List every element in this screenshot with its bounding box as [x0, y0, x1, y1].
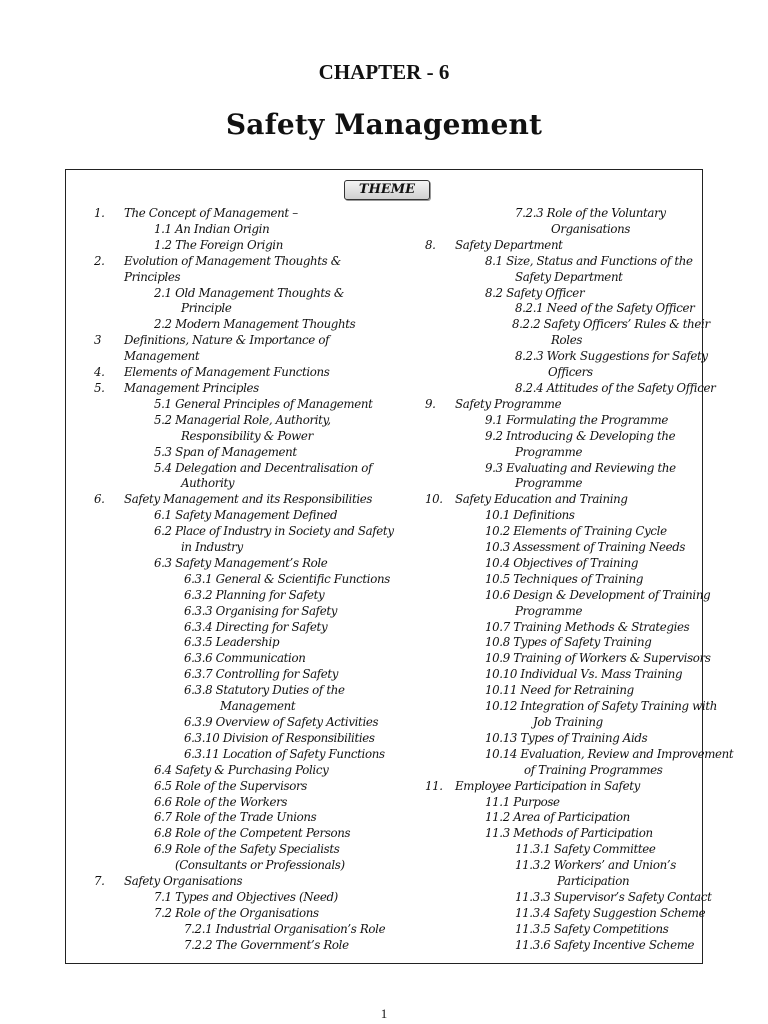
toc-entry — [94, 938, 384, 954]
toc-entry — [425, 810, 707, 826]
toc-entry — [425, 349, 707, 365]
toc-entry — [425, 635, 707, 651]
toc-entry — [425, 858, 707, 874]
toc-entry-text: Safety Programme — [455, 396, 562, 411]
toc-entry-text: Safety Management and its Responsibilities — [124, 492, 373, 507]
toc-entry — [425, 779, 707, 795]
toc-entry-text: Employee Participation in Safety — [455, 778, 640, 793]
toc-entry-text: Management — [124, 349, 200, 364]
toc-entry-text: 6.3.5 Leadership — [184, 635, 280, 650]
toc-entry — [425, 286, 707, 302]
toc-entry-text: 5.1 General Principles of Management — [154, 396, 373, 411]
toc-entry — [425, 938, 707, 954]
toc-entry-text: 7.1 Types and Objectives (Need) — [154, 889, 338, 904]
toc-entry-number: 1. — [94, 206, 105, 220]
toc-entry — [94, 270, 384, 286]
toc-entry — [94, 858, 384, 874]
toc-entry-text: 9.1 Formulating the Programme — [485, 412, 668, 427]
toc-entry — [94, 461, 384, 477]
toc-entry-text: 6.9 Role of the Safety Specialists — [154, 842, 340, 857]
toc-entry-text: Authority — [181, 476, 235, 491]
toc-entry-text: 10.13 Types of Training Aids — [485, 730, 648, 745]
toc-entry-text: 5.3 Span of Management — [154, 444, 297, 459]
toc-entry — [94, 635, 384, 651]
toc-entry-number: 8. — [425, 237, 436, 252]
toc-entry — [425, 333, 707, 349]
toc-entry — [425, 587, 711, 604]
toc-entry-text: 10.2 Elements of Training Cycle — [485, 524, 667, 539]
toc-entry-text: The Concept of Management – — [124, 206, 298, 220]
toc-entry-text: 11.3.4 Safety Suggestion Scheme — [515, 905, 706, 920]
toc-entry — [94, 349, 384, 365]
toc-entry-text: Officers — [548, 365, 593, 380]
toc-entry-text: 6.3.10 Division of Responsibilities — [184, 730, 375, 745]
toc-entry — [94, 683, 384, 699]
toc-entry — [425, 301, 707, 317]
toc-entry — [94, 492, 384, 508]
toc-right-column — [425, 206, 734, 954]
toc-entry — [94, 922, 384, 938]
toc-entry-text: 11.3.2 Workers’ and Union’s — [515, 858, 676, 873]
toc-entry — [94, 763, 384, 779]
toc-entry — [94, 476, 384, 492]
toc-entry-text: Programme — [515, 444, 583, 459]
toc-entry-text: 10.10 Individual Vs. Mass Training — [485, 667, 683, 682]
toc-entry — [425, 540, 707, 556]
toc-entry — [94, 429, 384, 445]
toc-entry-text: Participation — [557, 874, 630, 889]
toc-entry-text: 6.3.8 Statutory Duties of the — [184, 683, 345, 698]
toc-entry-number: 6. — [94, 492, 105, 507]
toc-entry-text: 6.6 Role of the Workers — [154, 794, 288, 809]
toc-entry-text: 6.3.6 Communication — [184, 651, 306, 666]
toc-entry-text: 11.1 Purpose — [485, 794, 560, 809]
toc-entry-text: 11.3.1 Safety Committee — [515, 842, 656, 857]
toc-entry — [425, 397, 707, 413]
toc-entry — [94, 413, 384, 429]
toc-entry — [94, 874, 384, 890]
toc-entry — [425, 445, 707, 461]
toc-entry-text: 6.3.2 Planning for Safety — [184, 587, 325, 602]
toc-entry — [94, 651, 384, 667]
toc-entry-text: 6.7 Role of the Trade Unions — [154, 810, 317, 825]
toc-entry — [94, 842, 384, 858]
toc-entry — [425, 699, 717, 715]
toc-entry — [94, 747, 384, 763]
toc-entry — [425, 922, 707, 938]
toc-entry — [425, 413, 707, 429]
toc-entry — [425, 889, 712, 906]
toc-entry-number: 3 — [94, 333, 102, 348]
toc-entry-text: Responsibility & Power — [181, 428, 313, 443]
toc-entry — [94, 699, 384, 715]
toc-entry — [425, 842, 707, 858]
toc-entry-text: 10.6 Design & Development of Training — [485, 587, 711, 602]
toc-entry — [425, 524, 707, 540]
toc-entry-text: 11.3.5 Safety Competitions — [515, 921, 669, 936]
toc-entry-text: Management Principles — [124, 380, 259, 395]
toc-entry — [425, 365, 707, 381]
toc-entry — [94, 540, 384, 556]
toc-entry-text: 1.2 The Foreign Origin — [154, 237, 283, 252]
toc-entry-text: 9.2 Introducing & Developing the — [485, 428, 676, 443]
toc-entry — [425, 874, 707, 890]
toc-entry — [425, 238, 707, 254]
toc-entry-text: 5.4 Delegation and Decentralisation of — [154, 460, 372, 475]
toc-entry-text: 5.2 Managerial Role, Authority, — [154, 412, 331, 427]
toc-entry-text: Definitions, Nature & Importance of — [124, 333, 330, 348]
toc-entry — [425, 429, 707, 445]
toc-entry — [94, 286, 384, 302]
toc-entry-text: 8.2.1 Need of the Safety Officer — [515, 301, 695, 316]
toc-entry — [94, 206, 384, 222]
toc-entry — [94, 571, 390, 588]
toc-entry — [425, 556, 707, 572]
toc-entry-text: 9.3 Evaluating and Reviewing the — [485, 460, 676, 475]
toc-entry — [425, 604, 707, 620]
toc-entry — [94, 667, 384, 683]
toc-entry-text: 6.4 Safety & Purchasing Policy — [154, 762, 329, 777]
toc-entry-text: Safety Department — [455, 237, 563, 252]
toc-entry-text: 6.3.11 Location of Safety Functions — [184, 746, 385, 761]
toc-entry — [94, 524, 394, 540]
toc-entry — [425, 620, 707, 636]
toc-entry-text: 8.2.2 Safety Officers’ Rules & their — [512, 317, 710, 332]
toc-entry — [94, 588, 384, 604]
toc-entry — [94, 317, 384, 333]
toc-entry — [425, 461, 707, 477]
toc-entry — [425, 508, 707, 524]
toc-entry-text: Principle — [181, 301, 232, 316]
toc-entry — [425, 746, 734, 763]
toc-entry — [94, 333, 384, 349]
page-title: Safety Management — [225, 108, 543, 141]
toc-entry-text: Programme — [515, 476, 583, 491]
theme-label: THEME — [344, 180, 430, 200]
toc-entry — [94, 381, 384, 397]
toc-entry-text: Management — [220, 699, 296, 714]
toc-entry — [425, 572, 707, 588]
toc-entry-text: Evolution of Management Thoughts & — [124, 253, 341, 268]
toc-entry-text: 11.3.6 Safety Incentive Scheme — [515, 937, 695, 952]
toc-entry-text: 10.7 Training Methods & Strategies — [485, 619, 690, 634]
toc-entry — [425, 651, 711, 667]
toc-entry-text: 6.5 Role of the Supervisors — [154, 778, 307, 793]
toc-entry-text: Job Training — [533, 715, 603, 729]
toc-entry — [94, 731, 384, 747]
toc-entry-text: (Consultants or Professionals) — [175, 858, 345, 873]
toc-entry — [425, 763, 707, 779]
toc-entry-text: 10.4 Objectives of Training — [485, 555, 639, 570]
toc-entry-text: 10.9 Training of Workers & Supervisors — [485, 651, 711, 666]
toc-left-column — [94, 206, 394, 954]
toc-entry — [425, 715, 707, 731]
toc-entry-number: 2. — [94, 253, 105, 268]
toc-entry-text: 6.3 Safety Management’s Role — [154, 555, 328, 570]
toc-entry — [94, 222, 384, 238]
toc-entry-text: 6.1 Safety Management Defined — [154, 508, 338, 523]
toc-entry-number: 4. — [94, 365, 105, 380]
toc-entry-text: 6.3.1 General & Scientific Functions — [184, 571, 390, 586]
toc-entry-text: 8.2.3 Work Suggestions for Safety — [515, 349, 708, 364]
toc-entry — [425, 492, 707, 508]
toc-entry-text: Programme — [515, 603, 583, 618]
toc-entry — [94, 238, 384, 254]
toc-entry-text: 10.14 Evaluation, Review and Improvement — [485, 746, 734, 761]
toc-entry — [425, 826, 707, 842]
toc-entry — [94, 365, 384, 381]
toc-entry-text: of Training Programmes — [524, 762, 663, 777]
toc-entry-number: 9. — [425, 396, 436, 411]
toc-entry — [94, 604, 384, 620]
toc-entry-text: 6.2 Place of Industry in Society and Safety — [154, 524, 394, 539]
toc-entry — [425, 254, 707, 270]
toc-entry — [94, 779, 384, 795]
toc-entry — [94, 508, 384, 524]
toc-entry-text: 8.2 Safety Officer — [485, 285, 585, 300]
toc-entry-text: Principles — [124, 269, 181, 284]
toc-entry-text: Safety Organisations — [124, 874, 243, 889]
toc-entry — [94, 301, 384, 317]
toc-entry — [425, 206, 707, 222]
toc-entry-text: Safety Education and Training — [455, 492, 628, 507]
toc-entry-text: 10.5 Techniques of Training — [485, 571, 644, 586]
toc-entry-text: 11.2 Area of Participation — [485, 810, 630, 825]
toc-entry — [94, 445, 384, 461]
toc-entry-text: 10.11 Need for Retraining — [485, 683, 634, 698]
toc-entry-text: 7.2 Role of the Organisations — [154, 905, 319, 920]
toc-entry-text: 8.2.4 Attitudes of the Safety Officer — [515, 380, 716, 395]
toc-entry-text: 11.3.3 Supervisor’s Safety Contact — [515, 889, 712, 904]
toc-entry-text: 10.3 Assessment of Training Needs — [485, 540, 686, 555]
toc-entry — [425, 222, 707, 238]
toc-entry — [94, 810, 384, 826]
toc-entry — [425, 270, 707, 286]
toc-entry-text: 11.3 Methods of Participation — [485, 826, 653, 841]
toc-entry — [94, 715, 384, 731]
chapter-heading: CHAPTER - 6 — [318, 60, 450, 84]
toc-entry-number: 7. — [94, 874, 105, 889]
toc-entry-text: 6.8 Role of the Competent Persons — [154, 826, 351, 841]
toc-entry-text: 6.3.7 Controlling for Safety — [184, 667, 339, 682]
toc-entry — [425, 667, 707, 683]
toc-entry-text: 6.3.4 Directing for Safety — [184, 619, 328, 634]
toc-entry — [94, 795, 384, 811]
toc-entry-text: 10.12 Integration of Safety Training with — [485, 699, 717, 714]
toc-entry — [94, 556, 384, 572]
toc-entry-text: 8.1 Size, Status and Functions of the — [485, 253, 693, 268]
toc-entry-text: Roles — [551, 333, 583, 348]
toc-entry-number: 10. — [425, 492, 443, 507]
page-number: 1 — [380, 1006, 388, 1021]
toc-entry-text: 7.2.1 Industrial Organisation’s Role — [184, 921, 386, 936]
toc-entry-text: 7.2.3 Role of the Voluntary — [515, 206, 666, 220]
toc-entry-text: 1.1 An Indian Origin — [154, 221, 270, 236]
toc-entry-text: 10.8 Types of Safety Training — [485, 635, 652, 650]
toc-entry — [94, 906, 384, 922]
toc-entry — [425, 380, 716, 397]
toc-entry — [94, 826, 384, 842]
toc-entry — [94, 890, 384, 906]
toc-entry — [425, 683, 707, 699]
toc-entry — [94, 254, 384, 270]
toc-entry-text: Organisations — [551, 221, 631, 236]
toc-entry-text: 10.1 Definitions — [485, 508, 575, 523]
toc-entry-text: 2.1 Old Management Thoughts & — [154, 285, 344, 300]
toc-entry-text: 6.3.9 Overview of Safety Activities — [184, 715, 379, 729]
toc-entry — [425, 795, 707, 811]
toc-entry — [94, 397, 384, 413]
toc-entry — [94, 620, 384, 636]
toc-entry — [425, 317, 710, 333]
toc-entry-text: 2.2 Modern Management Thoughts — [154, 317, 356, 332]
toc-entry-text: Safety Department — [515, 269, 623, 284]
toc-entry-number: 5. — [94, 380, 105, 395]
toc-entry-text: 7.2.2 The Government’s Role — [184, 937, 349, 952]
toc-entry-text: Elements of Management Functions — [124, 365, 330, 380]
toc-entry — [425, 476, 707, 492]
toc-entry-text: 6.3.3 Organising for Safety — [184, 603, 338, 618]
toc-entry — [425, 731, 707, 747]
toc-entry — [425, 906, 707, 922]
toc-entry-text: in Industry — [181, 540, 243, 555]
toc-entry-number: 11. — [425, 778, 443, 793]
